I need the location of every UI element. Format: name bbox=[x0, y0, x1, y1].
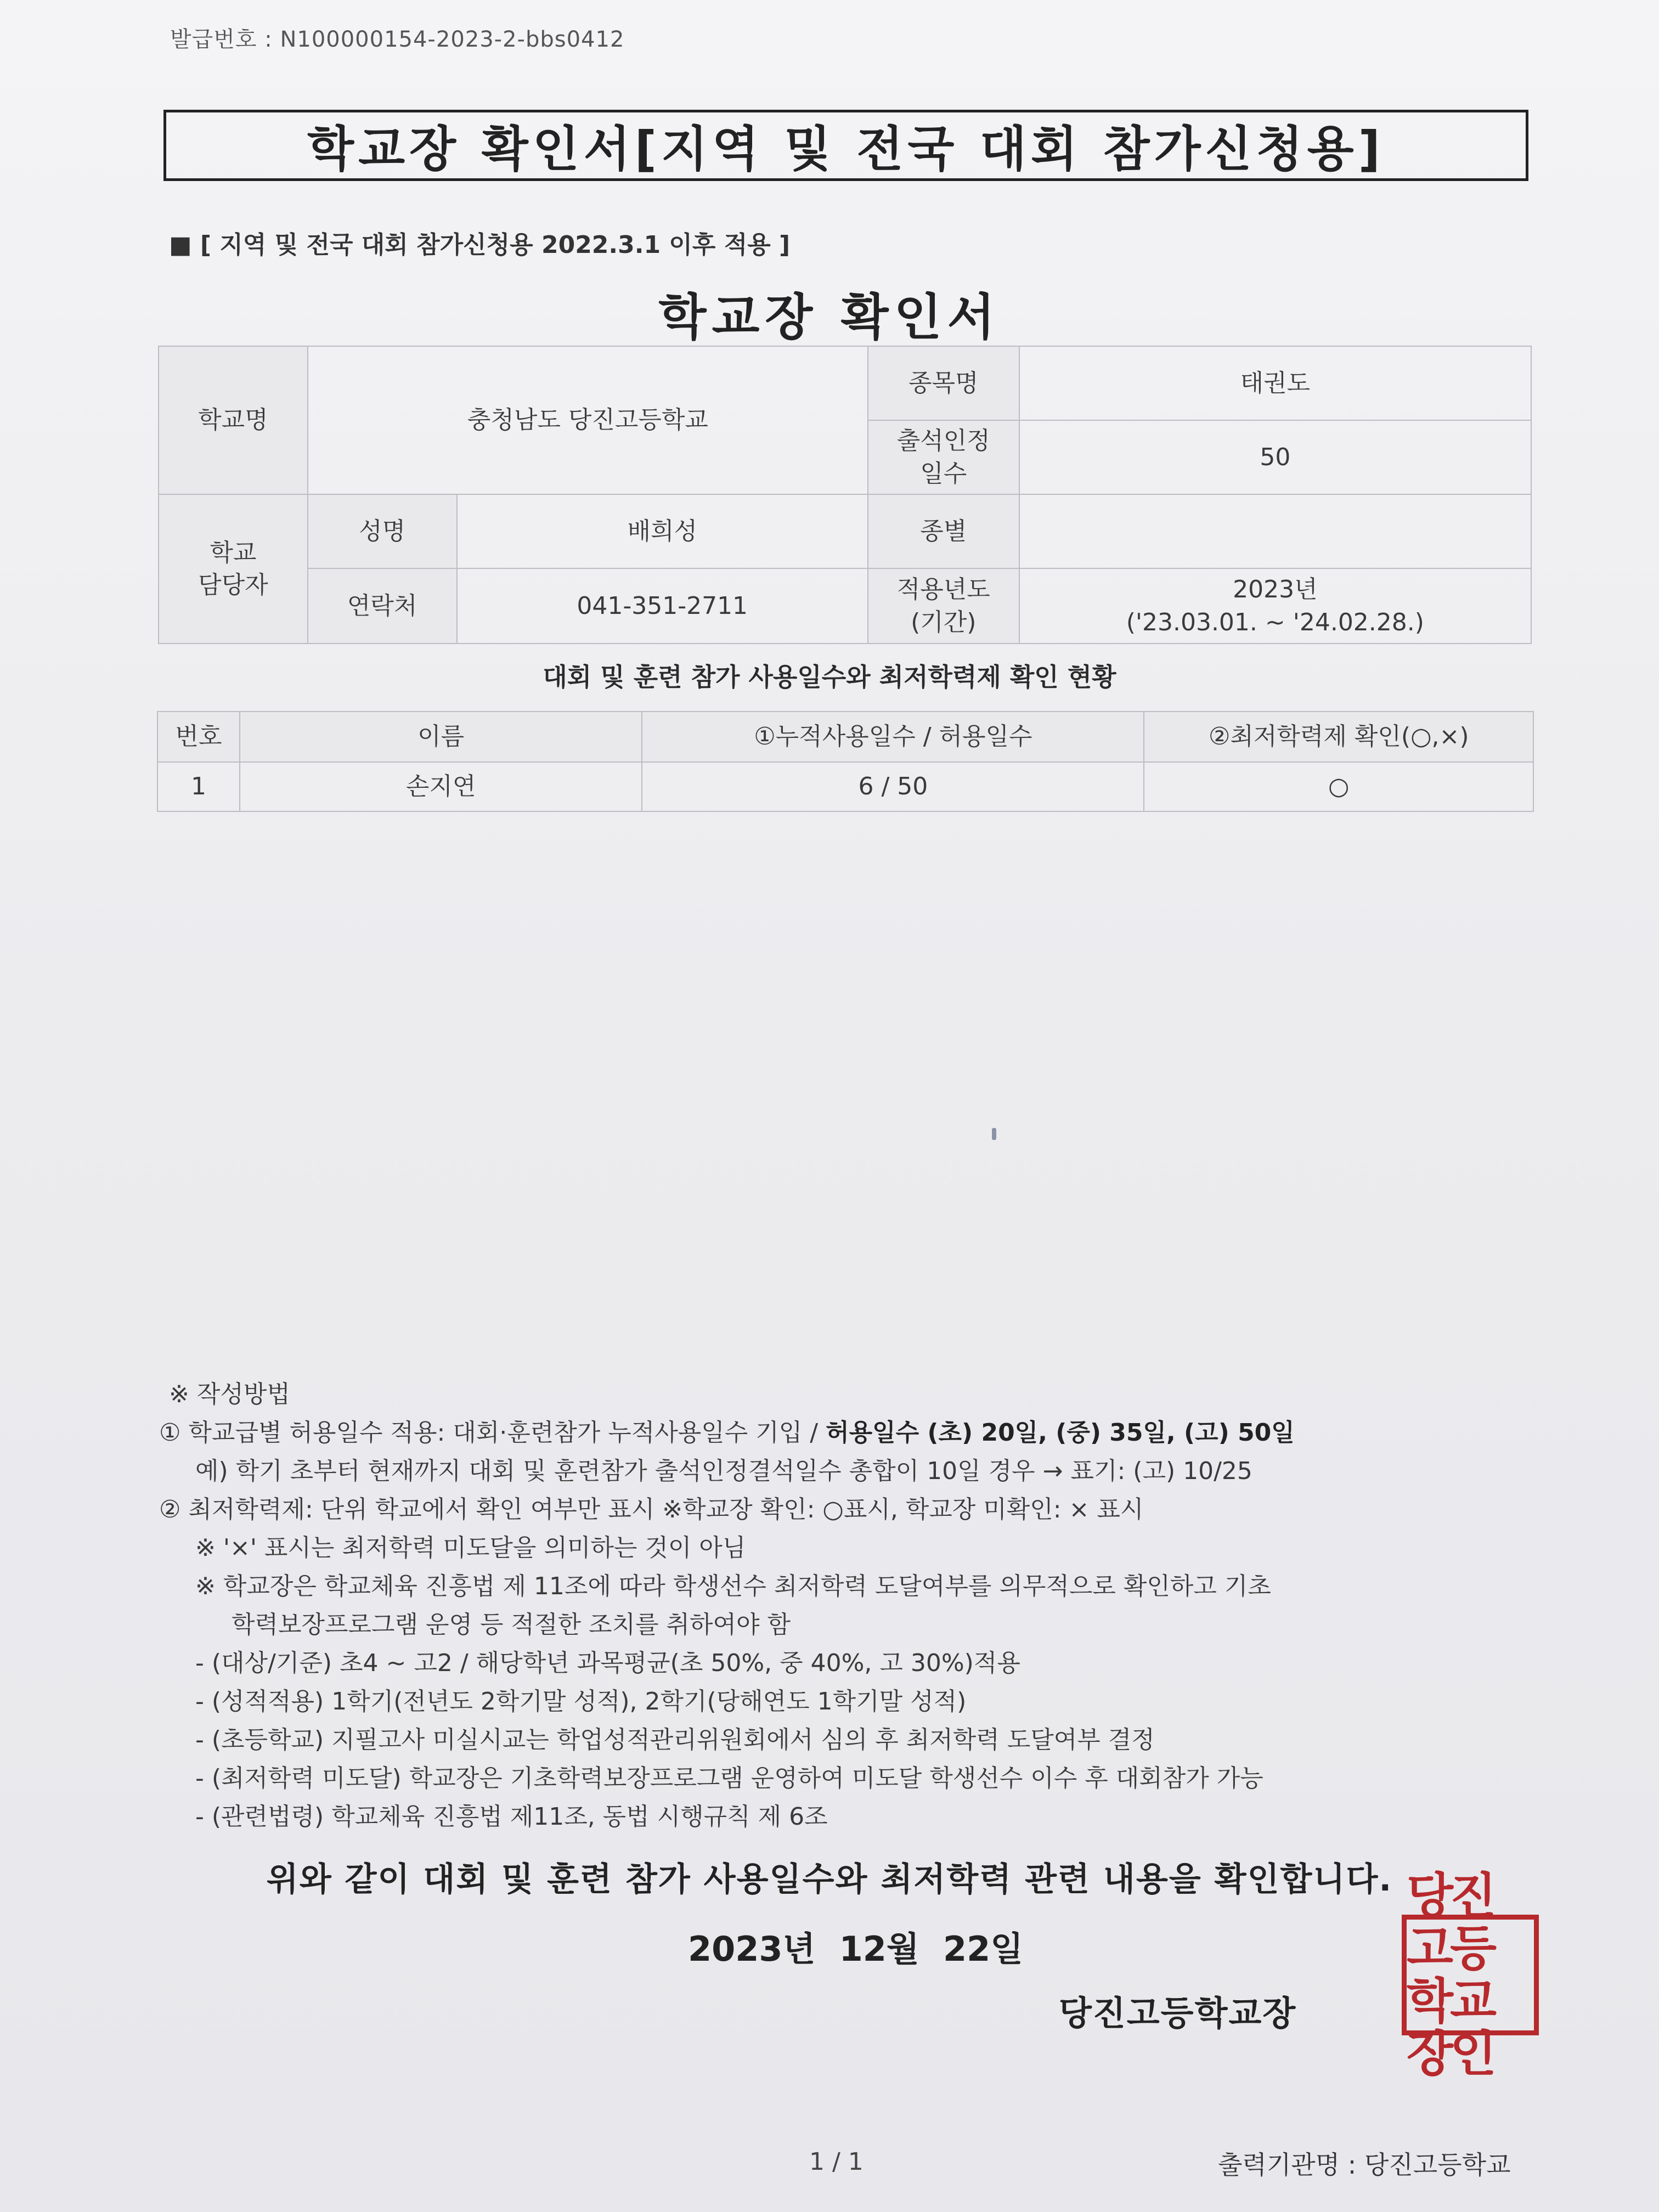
seal-line-1: 당진고등 bbox=[1407, 1867, 1494, 1977]
confirmation-statement: 위와 같이 대회 및 훈련 참가 사용일수와 최저학력 관련 내용을 확인합니다. bbox=[266, 1860, 1393, 1899]
notes-line-6: 학력보장프로그램 운영 등 적절한 조치를 취하여야 함 bbox=[232, 1611, 791, 1639]
attendance-days-label: 출석인정 일수 bbox=[868, 420, 1019, 494]
notes-line-8: - (성적적용) 1학기(전년도 2학기말 성적), 2학기(당해연도 1학기말 성적) bbox=[195, 1688, 967, 1716]
notes-heading: ※ 작성방법 bbox=[169, 1380, 290, 1408]
paper-speck bbox=[992, 1128, 996, 1140]
contact-value: 041-351-2711 bbox=[457, 568, 868, 644]
document-title: 학교장 확인서 bbox=[658, 289, 1001, 346]
notes-line-4: ※ '×' 표시는 최저학력 미도달을 의미하는 것이 아님 bbox=[195, 1534, 746, 1562]
student-status-table bbox=[157, 711, 1534, 812]
category-label: 종별 bbox=[868, 494, 1019, 568]
row-student-name: 손지연 bbox=[240, 762, 642, 811]
issue-date: 2023년 12월 22일 bbox=[688, 1929, 1024, 1969]
page-number: 1 / 1 bbox=[809, 2148, 864, 2176]
notes-line-10: - (최저학력 미도달) 학교장은 기초학력보장프로그램 운영하여 미도달 학생선수 이수 후 대회참가 가능 bbox=[195, 1764, 1263, 1792]
principal-title: 당진고등학교장 bbox=[1059, 1993, 1297, 2033]
attendance-days-value: 50 bbox=[1019, 420, 1531, 494]
issuing-organization: 출력기관명 : 당진고등학교 bbox=[1218, 2150, 1511, 2180]
event-value: 태권도 bbox=[1019, 346, 1531, 420]
notes-line-9: - (초등학교) 지필고사 미실시교는 학업성적관리위원회에서 심의 후 최저학력 도달여부 결정 bbox=[195, 1726, 1155, 1754]
category-value bbox=[1019, 494, 1531, 568]
main-title: 학교장 확인서[지역 및 전국 대회 참가신청용] bbox=[163, 110, 1528, 181]
column-header-min-academic: ②최저학력제 확인(○,×) bbox=[1144, 712, 1533, 762]
school-name-value: 충청남도 당진고등학교 bbox=[308, 346, 868, 494]
notes-line-7: - (대상/기준) 초4 ~ 고2 / 해당학년 과목평균(초 50%, 중 40%, 고 30%)적용 bbox=[195, 1649, 1020, 1677]
notes-line-1 bbox=[159, 1413, 1295, 1448]
column-header-name: 이름 bbox=[240, 712, 642, 762]
notes-line-2: 예) 학기 초부터 현재까지 대회 및 훈련참가 출석인정결석일수 총합이 10일 경우 → 표기: (고) 10/25 bbox=[195, 1457, 1252, 1485]
row-min-academic-check: ○ bbox=[1144, 762, 1533, 811]
seal-line-2: 학교장인 bbox=[1407, 1973, 1494, 2082]
school-name-label: 학교명 bbox=[159, 346, 308, 494]
manager-name-value: 배희성 bbox=[457, 494, 868, 568]
section-caption: 대회 및 훈련 참가 사용일수와 최저학력제 확인 현황 bbox=[543, 662, 1116, 692]
manager-name-label: 성명 bbox=[308, 494, 457, 568]
column-header-days: ①누적사용일수 / 허용일수 bbox=[642, 712, 1144, 762]
row-number: 1 bbox=[157, 762, 240, 811]
notes-line-1-text: ① 학교급별 허용일수 적용: 대회·훈련참가 누적사용일수 기입 / bbox=[159, 1419, 826, 1447]
applicable-year-value: 2023년 ('23.03.01. ~ '24.02.28.) bbox=[1019, 568, 1531, 644]
event-label: 종목명 bbox=[868, 346, 1019, 420]
official-seal bbox=[1402, 1867, 1539, 2082]
table-row bbox=[157, 762, 1533, 811]
manager-label: 학교 담당자 bbox=[159, 494, 308, 644]
notes-line-11: - (관련법령) 학교체육 진흥법 제11조, 동법 시행규칙 제 6조 bbox=[195, 1803, 828, 1831]
issue-number: 발급번호 : N100000154-2023-2-bbs0412 bbox=[170, 27, 625, 52]
notes-line-3: ② 최저학력제: 단위 학교에서 확인 여부만 표시 ※학교장 확인: ○표시, 학교장 미확인: × 표시 bbox=[159, 1496, 1144, 1523]
notes-line-5: ※ 학교장은 학교체육 진흥법 제 11조에 따라 학생선수 최저학력 도달여부를 의무적으로 확인하고 기초 bbox=[195, 1572, 1271, 1600]
school-info-table bbox=[158, 346, 1532, 644]
applicable-year-label: 적용년도 (기간) bbox=[868, 568, 1019, 644]
row-days-used: 6 / 50 bbox=[642, 762, 1144, 811]
contact-label: 연락처 bbox=[308, 568, 457, 644]
column-header-number: 번호 bbox=[157, 712, 240, 762]
notes-line-1-bold: 허용일수 (초) 20일, (중) 35일, (고) 50일 bbox=[826, 1419, 1295, 1447]
subheader: ■ [ 지역 및 전국 대회 참가신청용 2022.3.1 이후 적용 ] bbox=[169, 231, 791, 259]
